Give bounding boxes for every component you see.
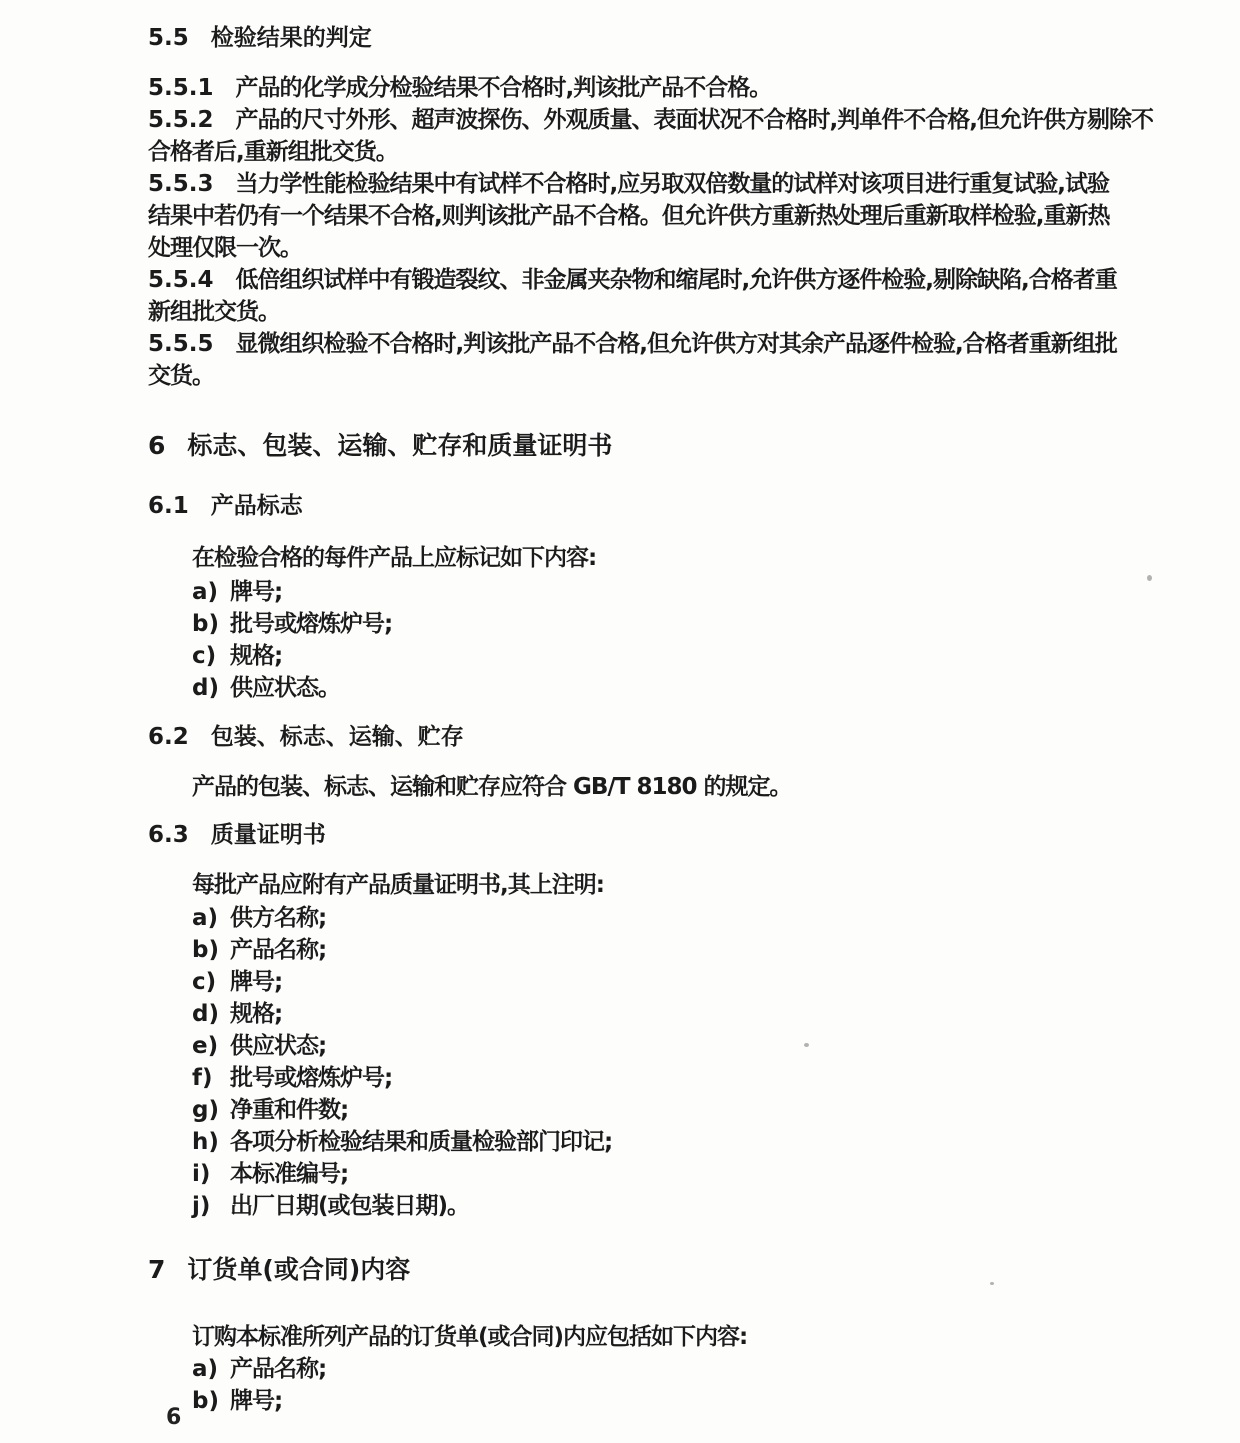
clause-text: 产品的化学成分检验结果不合格时,判该批产品不合格。: [235, 75, 772, 101]
section-number: 7: [148, 1255, 166, 1284]
list-text: 供应状态。: [230, 675, 340, 701]
section-heading-6-1: [148, 490, 1188, 522]
list-letter: d): [192, 1001, 219, 1027]
section-title: 产品标志: [210, 493, 303, 519]
list-item: [148, 1385, 1188, 1417]
clause-5-5-5: [148, 328, 1188, 360]
list-text: 规格;: [230, 643, 283, 669]
list-letter: a): [192, 905, 219, 931]
list-item: [148, 672, 1188, 704]
section-heading-6-2: [148, 721, 1188, 753]
section-number: 6: [148, 431, 166, 460]
section-title: 检验结果的判定: [210, 25, 372, 51]
page-number: 6: [166, 1405, 182, 1430]
list-letter: c): [192, 643, 217, 669]
section-title: 包装、标志、运输、贮存: [210, 724, 464, 750]
paragraph-7-intro: 订购本标准所列产品的订货单(或合同)内应包括如下内容:: [192, 1324, 748, 1350]
list-item: [148, 640, 1188, 672]
clause-number: 5.5.5: [148, 331, 214, 357]
clause-5-5-4-cont: 新组批交货。: [148, 299, 280, 325]
paragraph-6-2-body: 产品的包装、标志、运输和贮存应符合 GB/T 8180 的规定。: [192, 774, 792, 800]
scan-speck: [804, 1043, 809, 1047]
clause-5-5-2: [148, 104, 1188, 136]
list-letter: a): [192, 1356, 219, 1382]
list-letter: j): [192, 1193, 211, 1219]
list-text: 产品名称;: [230, 1356, 327, 1382]
list-item: [148, 608, 1188, 640]
list-text: 牌号;: [230, 969, 283, 995]
section-heading-6-3: [148, 819, 1188, 851]
list-text: 各项分析检验结果和质量检验部门印记;: [230, 1129, 613, 1155]
section-heading-5-5: [148, 22, 1188, 54]
list-item: [148, 1094, 1188, 1126]
list-7: [148, 1353, 1188, 1417]
list-letter: d): [192, 675, 219, 701]
clause-5-5-3-cont: 处理仅限一次。: [148, 235, 302, 261]
section-number: 6.1: [148, 493, 189, 519]
list-text: 本标准编号;: [230, 1161, 349, 1187]
list-letter: b): [192, 937, 219, 963]
scan-speck: [1147, 575, 1152, 581]
list-text: 净重和件数;: [230, 1097, 349, 1123]
list-item: [148, 966, 1188, 998]
document-content: [148, 22, 1188, 1417]
list-item: [148, 1030, 1188, 1062]
list-item: [148, 1126, 1188, 1158]
section-number: 6.2: [148, 724, 189, 750]
clause-5-5-3-cont: 结果中若仍有一个结果不合格,则判该批产品不合格。但允许供方重新热处理后重新取样检验,重新热: [148, 203, 1110, 229]
section-number: 5.5: [148, 25, 189, 51]
list-letter: c): [192, 969, 217, 995]
clause-number: 5.5.4: [148, 267, 214, 293]
list-item: [148, 998, 1188, 1030]
clause-number: 5.5.3: [148, 171, 214, 197]
list-text: 供应状态;: [230, 1033, 327, 1059]
clause-text: 产品的尺寸外形、超声波探伤、外观质量、表面状况不合格时,判单件不合格,但允许供方剔除不: [235, 107, 1153, 133]
list-item: [148, 1353, 1188, 1385]
list-item: [148, 1190, 1188, 1222]
list-letter: f): [192, 1065, 213, 1091]
section-title: 订货单(或合同)内容: [187, 1255, 411, 1284]
clause-text: 当力学性能检验结果中有试样不合格时,应另取双倍数量的试样对该项目进行重复试验,试验: [235, 171, 1109, 197]
list-text: 供方名称;: [230, 905, 327, 931]
scan-speck: [990, 1282, 994, 1285]
list-letter: g): [192, 1097, 219, 1123]
section-title: 质量证明书: [210, 822, 326, 848]
list-6-3: [148, 902, 1188, 1222]
list-letter: i): [192, 1161, 211, 1187]
clause-5-5-1: [148, 72, 1188, 104]
paragraph-6-3-intro: 每批产品应附有产品质量证明书,其上注明:: [192, 872, 604, 898]
list-text: 牌号;: [230, 1388, 283, 1414]
list-text: 批号或熔炼炉号;: [230, 1065, 393, 1091]
list-item: [148, 934, 1188, 966]
clause-5-5-5-cont: 交货。: [148, 363, 214, 389]
list-item: [148, 902, 1188, 934]
list-text: 批号或熔炼炉号;: [230, 611, 393, 637]
list-text: 规格;: [230, 1001, 283, 1027]
list-letter: b): [192, 1388, 219, 1414]
list-item: [148, 1062, 1188, 1094]
list-text: 出厂日期(或包装日期)。: [230, 1193, 470, 1219]
list-item: [148, 576, 1188, 608]
list-letter: h): [192, 1129, 219, 1155]
section-heading-6: [148, 430, 1188, 462]
list-text: 牌号;: [230, 579, 283, 605]
clause-number: 5.5.2: [148, 107, 214, 133]
clause-text: 显微组织检验不合格时,判该批产品不合格,但允许供方对其余产品逐件检验,合格者重新组批: [235, 331, 1117, 357]
clause-number: 5.5.1: [148, 75, 214, 101]
clause-text: 低倍组织试样中有锻造裂纹、非金属夹杂物和缩尾时,允许供方逐件检验,剔除缺陷,合格者重: [235, 267, 1117, 293]
list-letter: e): [192, 1033, 219, 1059]
list-6-1: [148, 576, 1188, 704]
list-text: 产品名称;: [230, 937, 327, 963]
section-number: 6.3: [148, 822, 189, 848]
paragraph-6-1-intro: 在检验合格的每件产品上应标记如下内容:: [192, 545, 597, 571]
list-letter: b): [192, 611, 219, 637]
clause-5-5-2-cont: 合格者后,重新组批交货。: [148, 139, 398, 165]
list-item: [148, 1158, 1188, 1190]
section-heading-7: [148, 1254, 1188, 1286]
clause-5-5-3: [148, 168, 1188, 200]
clause-5-5-4: [148, 264, 1188, 296]
section-title: 标志、包装、运输、贮存和质量证明书: [187, 431, 613, 460]
list-letter: a): [192, 579, 219, 605]
